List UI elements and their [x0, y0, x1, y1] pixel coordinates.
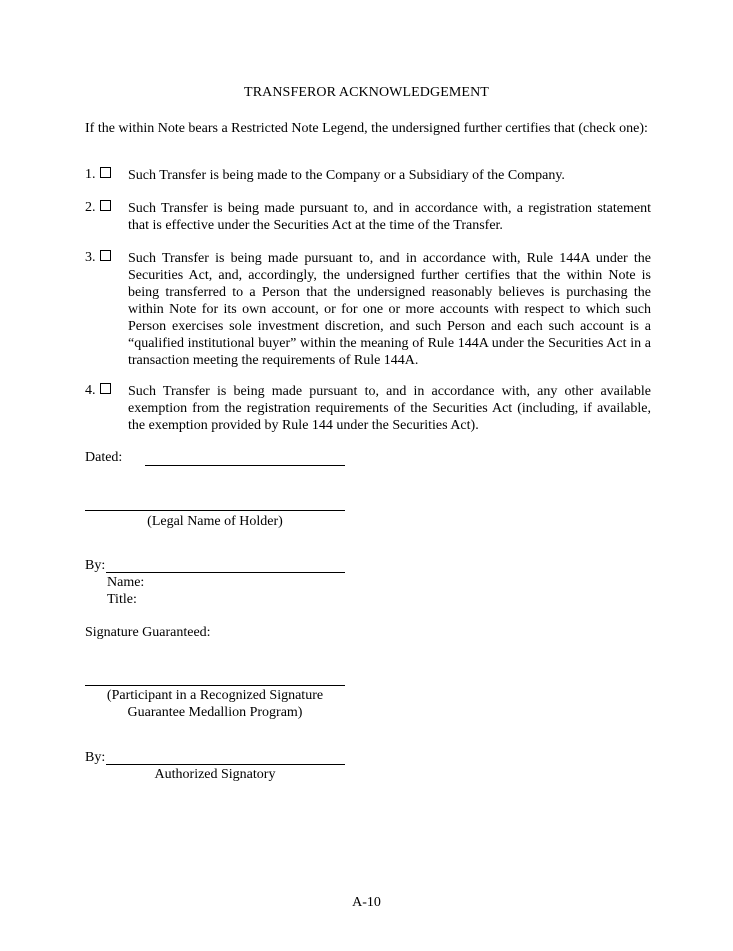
dated-signature-line[interactable] — [145, 465, 345, 466]
item-number: 2. — [85, 200, 96, 215]
checkbox-icon[interactable] — [100, 383, 111, 394]
holder-name-line[interactable] — [85, 510, 345, 511]
document-title: TRANSFEROR ACKNOWLEDGEMENT — [244, 85, 489, 100]
participant-caption-line1: (Participant in a Recognized Signature — [106, 688, 324, 703]
page-number: A-10 — [352, 895, 381, 910]
item-number: 1. — [85, 167, 96, 182]
title-label: Title: — [107, 592, 137, 607]
certification-item-3 — [85, 250, 651, 369]
participant-caption-line2: Guarantee Medallion Program) — [127, 705, 303, 720]
dated-label: Dated: — [85, 450, 123, 465]
item-text: Such Transfer is being made pursuant to, and in accordance with, a registration statement that is effective under the Securities Act at the time of the Transfer. — [128, 201, 651, 233]
authorized-caption: Authorized Signatory — [154, 767, 276, 782]
signature-guaranteed-label: Signature Guaranteed: — [85, 625, 211, 640]
checkbox-icon[interactable] — [100, 167, 111, 178]
participant-caption — [85, 687, 345, 721]
by-label: By: — [85, 558, 106, 573]
item-text: Such Transfer is being made to the Company or a Subsidiary of the Company. — [128, 168, 565, 183]
holder-caption: (Legal Name of Holder) — [147, 514, 283, 529]
item-text: Such Transfer is being made pursuant to, and in accordance with, Rule 144A under the Securities Act, and, accordingly, the undersigned further certifies that the within Note is being transferred to a Person that the undersigned reasonably believes is purchasing the within Note for its own account, or for one or more accounts with respect to which such Person exercises sole investment discretion, and such Person and each such account is a “qualified institutional buyer” within the meaning of Rule 144A under the Securities Act in a transaction meeting the requirements of Rule 144A. — [128, 251, 651, 368]
name-label: Name: — [107, 575, 145, 590]
holder-signature-line[interactable] — [106, 572, 345, 573]
certification-item-4 — [85, 383, 651, 434]
checkbox-icon[interactable] — [100, 250, 111, 261]
item-number: 4. — [85, 383, 96, 398]
guarantor-signature-line[interactable] — [85, 685, 345, 686]
authorized-signature-line[interactable] — [106, 764, 345, 765]
item-number: 3. — [85, 250, 96, 265]
certification-item-1 — [85, 167, 651, 184]
checkbox-icon[interactable] — [100, 200, 111, 211]
intro-paragraph: If the within Note bears a Restricted Note Legend, the undersigned further certifies that (check one): — [85, 121, 648, 136]
item-text: Such Transfer is being made pursuant to, and in accordance with, any other available exemption from the registration requirements of the Securities Act (including, if available, the exemption provided by Rule 144 under the Securities Act). — [128, 384, 651, 433]
certification-item-2 — [85, 200, 651, 234]
by-label-2: By: — [85, 750, 106, 765]
